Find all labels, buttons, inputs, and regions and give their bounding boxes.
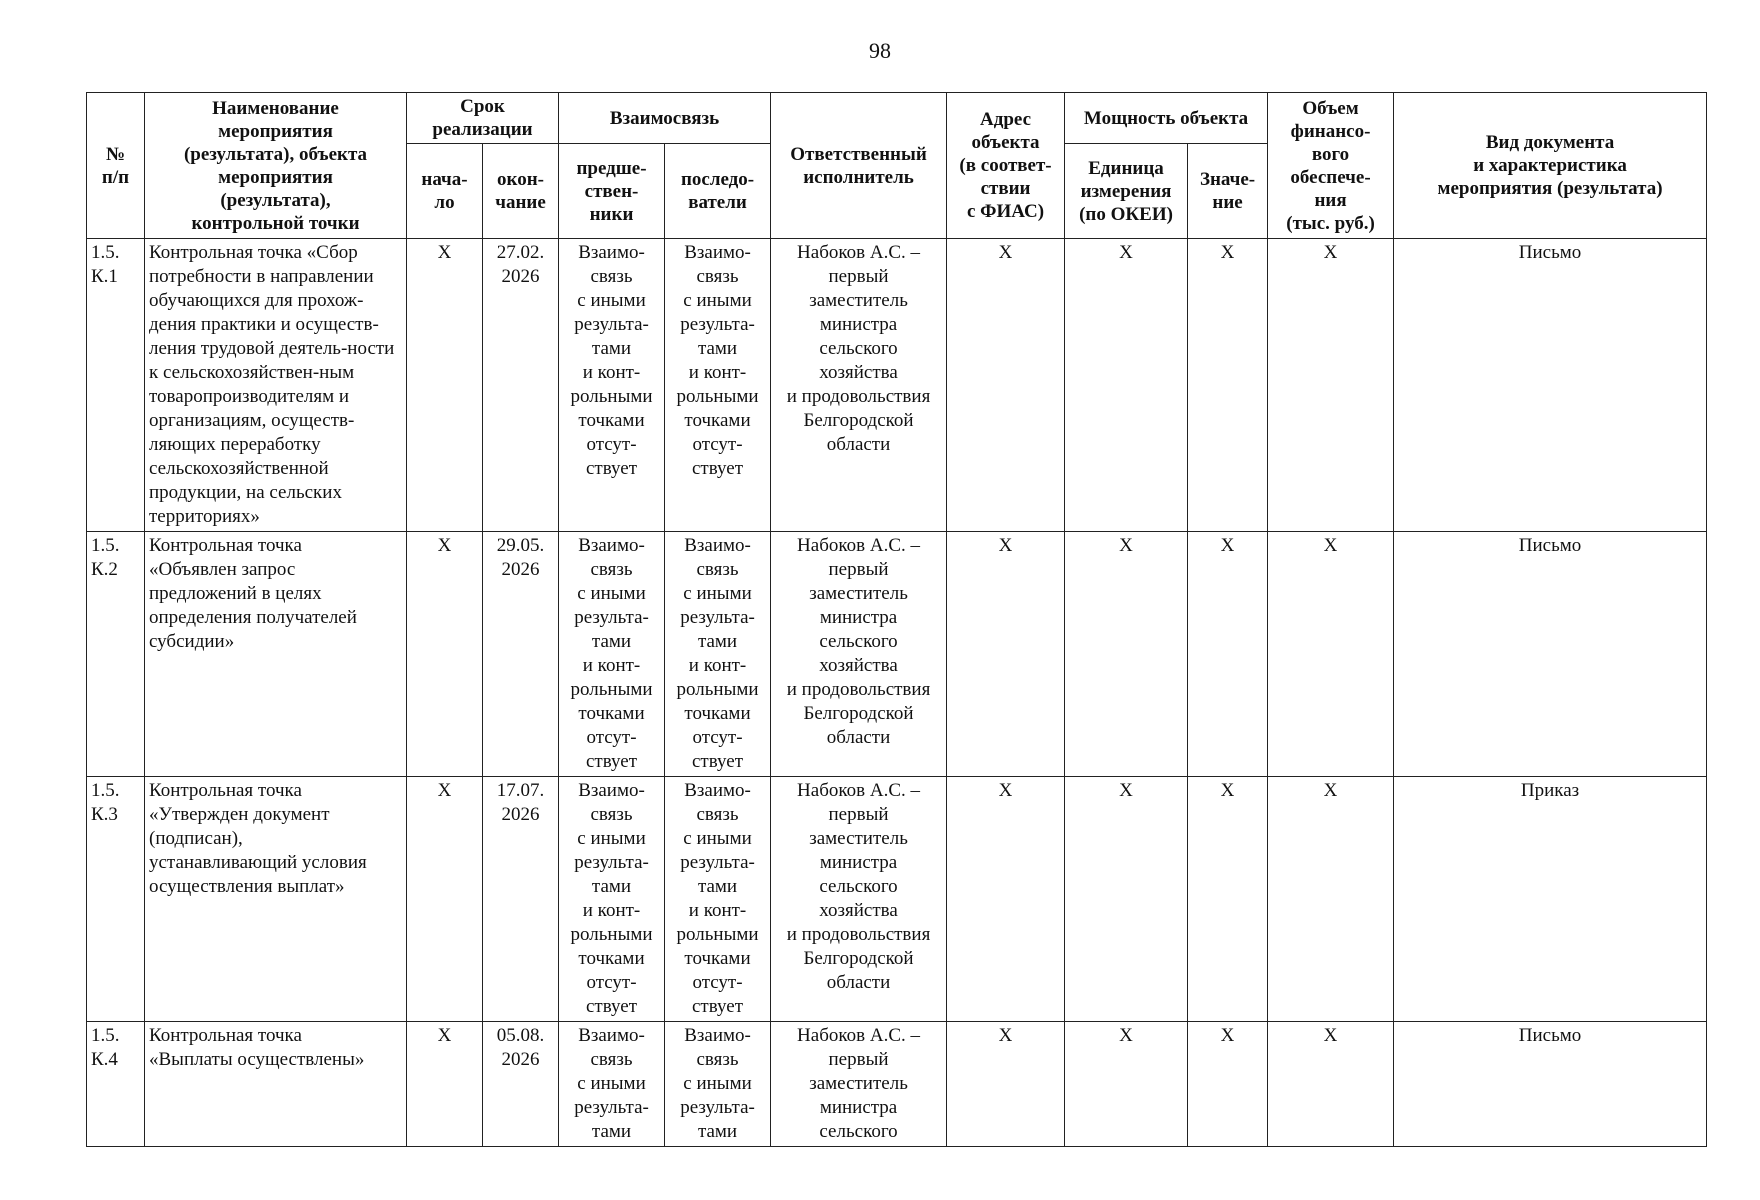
cell-num: 1.5. К.1 xyxy=(87,239,145,532)
header-capacity-unit: Единица измерения (по ОКЕИ) xyxy=(1065,144,1188,239)
cell-start: Х xyxy=(407,239,483,532)
cell-doc: Письмо xyxy=(1394,1022,1707,1147)
cell-executor: Набоков А.С. – первый заместитель министра сельского хозяйства и продовольствия Белгородской области xyxy=(771,532,947,777)
header-term-start: нача- ло xyxy=(407,144,483,239)
cell-succ: Взаимо- связь с иными результа- тами и конт- рольными точками отсут- ствует xyxy=(665,777,771,1022)
cell-finance: Х xyxy=(1268,1022,1394,1147)
cell-finance: Х xyxy=(1268,532,1394,777)
cell-finance: Х xyxy=(1268,777,1394,1022)
cell-value: Х xyxy=(1188,777,1268,1022)
header-capacity-value: Значе- ние xyxy=(1188,144,1268,239)
cell-doc: Приказ xyxy=(1394,777,1707,1022)
cell-pred: Взаимо- связь с иными результа- тами xyxy=(559,1022,665,1147)
header-relation-succ: последо- ватели xyxy=(665,144,771,239)
header-executor: Ответственный исполнитель xyxy=(771,93,947,239)
cell-pred: Взаимо- связь с иными результа- тами и конт- рольными точками отсут- ствует xyxy=(559,532,665,777)
cell-name: Контрольная точка «Утвержден документ (подписан), устанавливающий условия осуществления выплат» xyxy=(145,777,407,1022)
cell-unit: Х xyxy=(1065,239,1188,532)
cell-succ: Взаимо- связь с иными результа- тами xyxy=(665,1022,771,1147)
cell-value: Х xyxy=(1188,1022,1268,1147)
cell-start: Х xyxy=(407,1022,483,1147)
plan-table-container xyxy=(86,92,1706,1147)
table-row xyxy=(87,532,1707,777)
cell-unit: Х xyxy=(1065,532,1188,777)
plan-table xyxy=(86,92,1707,1147)
header-doc-type: Вид документа и характеристика мероприятия (результата) xyxy=(1394,93,1707,239)
cell-name: Контрольная точка «Объявлен запрос предложений в целях определения получателей субсидии» xyxy=(145,532,407,777)
cell-pred: Взаимо- связь с иными результа- тами и конт- рольными точками отсут- ствует xyxy=(559,239,665,532)
cell-num: 1.5. К.3 xyxy=(87,777,145,1022)
cell-executor: Набоков А.С. – первый заместитель министра сельского хозяйства и продовольствия Белгородской области xyxy=(771,777,947,1022)
cell-start: Х xyxy=(407,777,483,1022)
cell-num: 1.5. К.2 xyxy=(87,532,145,777)
header-capacity: Мощность объекта xyxy=(1065,93,1268,144)
cell-name: Контрольная точка «Выплаты осуществлены» xyxy=(145,1022,407,1147)
cell-start: Х xyxy=(407,532,483,777)
header-row-1 xyxy=(87,93,1707,144)
header-relation-pred: предше- ствен- ники xyxy=(559,144,665,239)
cell-address: Х xyxy=(947,1022,1065,1147)
cell-end: 17.07. 2026 xyxy=(483,777,559,1022)
cell-value: Х xyxy=(1188,239,1268,532)
cell-end: 27.02. 2026 xyxy=(483,239,559,532)
table-row xyxy=(87,777,1707,1022)
header-name: Наименование мероприятия (результата), объекта мероприятия (результата), контрольной точки xyxy=(145,93,407,239)
header-relation: Взаимосвязь xyxy=(559,93,771,144)
header-finance: Объем финансо- вого обеспече- ния (тыс. руб.) xyxy=(1268,93,1394,239)
header-num: № п/п xyxy=(87,93,145,239)
cell-value: Х xyxy=(1188,532,1268,777)
cell-end: 05.08. 2026 xyxy=(483,1022,559,1147)
cell-executor: Набоков А.С. – первый заместитель министра сельского xyxy=(771,1022,947,1147)
cell-succ: Взаимо- связь с иными результа- тами и конт- рольными точками отсут- ствует xyxy=(665,239,771,532)
cell-num: 1.5. К.4 xyxy=(87,1022,145,1147)
cell-doc: Письмо xyxy=(1394,532,1707,777)
header-term-end: окон- чание xyxy=(483,144,559,239)
cell-unit: Х xyxy=(1065,1022,1188,1147)
header-address: Адрес объекта (в соответ- ствии с ФИАС) xyxy=(947,93,1065,239)
cell-name: Контрольная точка «Сбор потребности в направлении обучающихся для прохож-дения практики и осуществ-ления трудовой деятель-ности к сельскохозяйствен-ным товаропроизводителям и организациям, осуществ-ляющих переработку сельскохозяйственной продукции, на сельских территориях» xyxy=(145,239,407,532)
cell-finance: Х xyxy=(1268,239,1394,532)
cell-unit: Х xyxy=(1065,777,1188,1022)
cell-executor: Набоков А.С. – первый заместитель министра сельского хозяйства и продовольствия Белгородской области xyxy=(771,239,947,532)
table-row xyxy=(87,239,1707,532)
cell-address: Х xyxy=(947,532,1065,777)
cell-address: Х xyxy=(947,777,1065,1022)
cell-pred: Взаимо- связь с иными результа- тами и конт- рольными точками отсут- ствует xyxy=(559,777,665,1022)
table-row xyxy=(87,1022,1707,1147)
page-number: 98 xyxy=(869,38,891,63)
cell-doc: Письмо xyxy=(1394,239,1707,532)
cell-address: Х xyxy=(947,239,1065,532)
cell-end: 29.05. 2026 xyxy=(483,532,559,777)
header-term: Срок реализации xyxy=(407,93,559,144)
cell-succ: Взаимо- связь с иными результа- тами и конт- рольными точками отсут- ствует xyxy=(665,532,771,777)
